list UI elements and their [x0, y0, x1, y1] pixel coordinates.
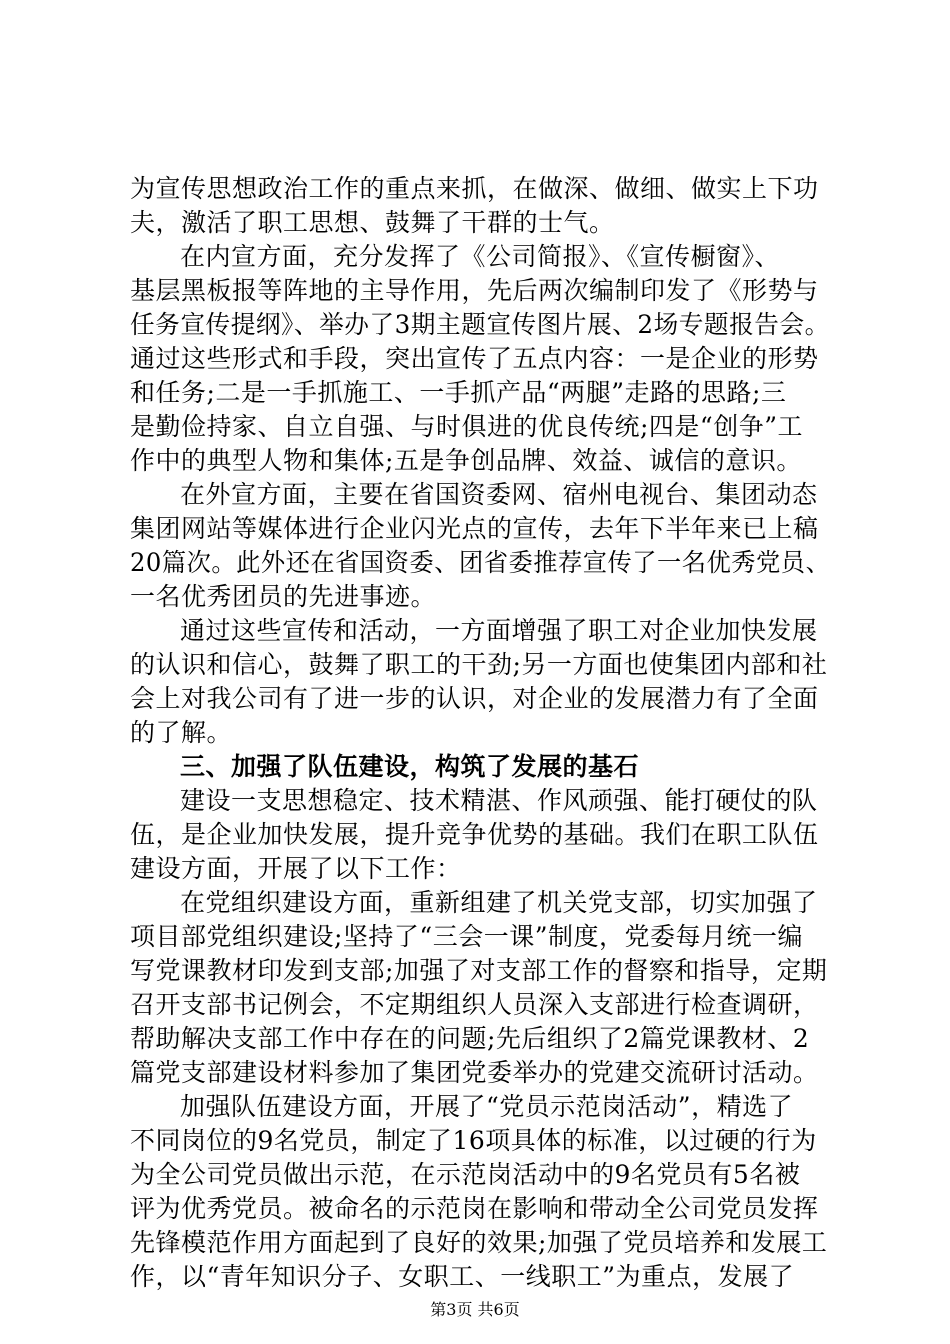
text-line: 作，以“青年知识分子、女职工、一线职工”为重点，发展了 [130, 1262, 795, 1291]
text-line: 篇党支部建设材料参加了集团党委举办的党建交流研讨活动。 [130, 1058, 819, 1087]
text-line: 为宣传思想政治工作的重点来抓，在做深、做细、做实上下功 [130, 174, 819, 203]
text-line: 为全公司党员做出示范，在示范岗活动中的9名党员有5名被 [130, 1160, 801, 1189]
text-line: 集团网站等媒体进行企业闪光点的宣传，去年下半年来已上稿 [130, 514, 819, 543]
text-line: 20篇次。此外还在省国资委、团省委推荐宣传了一名优秀党员、 [130, 548, 831, 577]
text-line: 写党课教材印发到支部;加强了对支部工作的督察和指导，定期 [130, 956, 828, 985]
text-line: 任务宣传提纲》、举办了3期主题宣传图片展、2场专题报告会。 [130, 310, 830, 339]
text-line: 伍，是企业加快发展，提升竞争优势的基础。我们在职工队伍 [130, 820, 819, 849]
text-line: 帮助解决支部工作中存在的问题;先后组织了2篇党课教材、2 [130, 1024, 810, 1053]
text-line: 通过这些形式和手段，突出宣传了五点内容：一是企业的形势 [130, 344, 819, 373]
text-line: 在外宣方面，主要在省国资委网、宿州电视台、集团动态 [180, 480, 818, 509]
text-line: 先锋模范作用方面起到了良好的效果;加强了党员培养和发展工 [130, 1228, 828, 1257]
text-line: 作中的典型人物和集体;五是争创品牌、效益、诚信的意识。 [130, 446, 802, 475]
text-line: 是勤俭持家、自立自强、与时俱进的优良传统;四是“创争”工 [130, 412, 803, 441]
text-line: 在内宣方面，充分发挥了《公司简报》、《宣传橱窗》、 [180, 242, 781, 271]
text-line: 的了解。 [130, 718, 233, 747]
text-line: 不同岗位的9名党员，制定了16项具体的标准，以过硬的行为 [130, 1126, 817, 1155]
text-line: 项目部党组织建设;坚持了“三会一课”制度，党委每月统一编 [130, 922, 803, 951]
text-line: 一名优秀团员的先进事迹。 [130, 582, 437, 611]
text-line: 的认识和信心，鼓舞了职工的干劲;另一方面也使集团内部和社 [130, 650, 828, 679]
section-heading: 三、加强了队伍建设，构筑了发展的基石 [180, 752, 640, 781]
text-line: 通过这些宣传和活动，一方面增强了职工对企业加快发展 [180, 616, 818, 645]
text-line: 基层黑板报等阵地的主导作用，先后两次编制印发了《形势与 [130, 276, 819, 305]
text-line: 建设方面，开展了以下工作： [130, 854, 462, 883]
text-line: 和任务;二是一手抓施工、一手抓产品“两腿”走路的思路;三 [130, 378, 787, 407]
text-line: 在党组织建设方面，重新组建了机关党支部，切实加强了 [180, 888, 818, 917]
page-number-footer: 第3页 共6页 [430, 1300, 520, 1319]
text-line: 召开支部书记例会，不定期组织人员深入支部进行检查调研， [130, 990, 819, 1019]
text-line: 会上对我公司有了进一步的认识，对企业的发展潜力有了全面 [130, 684, 819, 713]
text-line: 夫，激活了职工思想、鼓舞了干群的士气。 [130, 208, 615, 237]
text-line: 加强队伍建设方面，开展了“党员示范岗活动”，精选了 [180, 1092, 794, 1121]
text-line: 评为优秀党员。被命名的示范岗在影响和带动全公司党员发挥 [130, 1194, 819, 1223]
text-line: 建设一支思想稳定、技术精湛、作风顽强、能打硬仗的队 [180, 786, 818, 815]
